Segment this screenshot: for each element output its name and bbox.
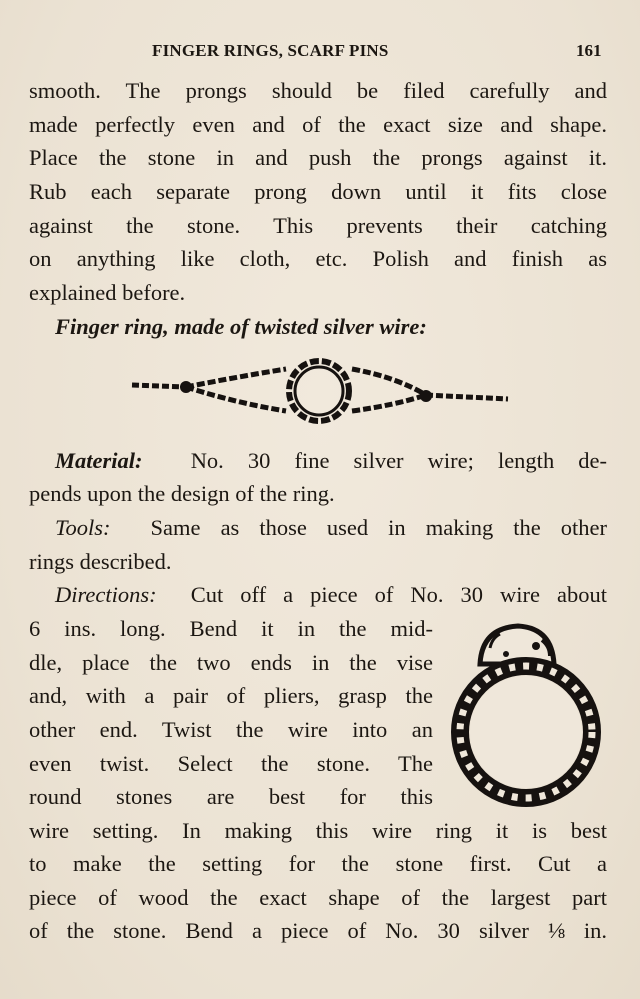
tools-text: Same as those used in making the other xyxy=(150,515,608,540)
tools-line xyxy=(55,513,607,543)
text-line: against the stone. This prevents their catching xyxy=(29,213,607,238)
directions-text: Cut off a piece of No. 30 wire about xyxy=(190,582,607,607)
text-line: smooth. The prongs should be filed carefully and xyxy=(29,78,607,103)
running-title: FINGER RINGS, SCARF PINS xyxy=(152,41,389,60)
text-line: round stones are best for this xyxy=(29,784,433,809)
twisted-wire-ring-figure xyxy=(126,355,512,431)
text-line: piece of wood the exact shape of the largest part xyxy=(29,885,607,910)
text-line: 6 ins. long. Bend it in the mid- xyxy=(29,616,433,641)
text-line: and, with a pair of pliers, grasp the xyxy=(29,683,433,708)
text-line: dle, place the two ends in the vise xyxy=(29,650,433,675)
text-line: pends upon the design of the ring. xyxy=(29,481,335,506)
material-text: No. 30 fine silver wire; length de- xyxy=(190,448,608,473)
material-label: Material: xyxy=(55,448,143,473)
tools-label: Tools: xyxy=(55,515,111,540)
text-line: of the stone. Bend a piece of No. 30 silver ⅛ in. xyxy=(29,918,607,943)
page-number: 161 xyxy=(576,41,602,60)
material-line xyxy=(55,446,607,476)
text-line: on anything like cloth, etc. Polish and finish as xyxy=(29,246,607,271)
text-line: rings described. xyxy=(29,549,172,574)
text-line: Rub each separate prong down until it fits close xyxy=(29,179,607,204)
text-line: made perfectly even and of the exact size and shape. xyxy=(29,112,607,137)
directions-line xyxy=(55,580,607,610)
text-line: other end. Twist the wire into an xyxy=(29,717,433,742)
text-line: wire setting. In making this wire ring it is best xyxy=(29,818,607,843)
text-line: to make the setting for the stone first. Cut a xyxy=(29,851,607,876)
ring-with-stone-figure xyxy=(446,620,606,810)
text-line: explained before. xyxy=(29,280,186,305)
text-line: Place the stone in and push the prongs against it. xyxy=(29,145,607,170)
directions-label: Directions: xyxy=(55,582,157,607)
section-heading: Finger ring, made of twisted silver wire: xyxy=(55,314,427,339)
running-head xyxy=(0,41,640,65)
text-line: even twist. Select the stone. The xyxy=(29,751,433,776)
